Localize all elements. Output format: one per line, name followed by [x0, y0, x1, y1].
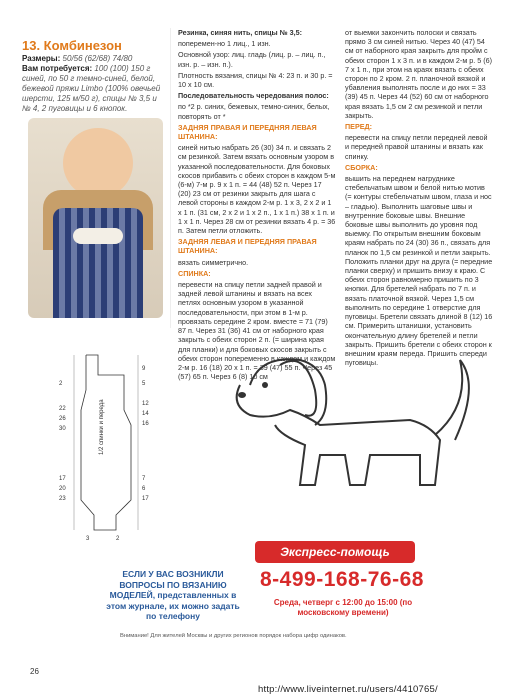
- middle_col-para: поперемен-но 1 лиц., 1 изн.: [178, 39, 271, 49]
- dog-motif-drawing: [220, 345, 490, 525]
- svg-text:6: 6: [142, 486, 146, 492]
- svg-text:3: 3: [86, 536, 90, 542]
- sizes-label: Размеры:: [22, 54, 61, 63]
- middle_col-para: Резинка, синяя нить, спицы № 3,5:: [178, 28, 303, 37]
- svg-text:22: 22: [59, 406, 66, 412]
- svg-text:9: 9: [142, 366, 146, 372]
- right_col-para: от выемки закончить полоски и связать прямо 3 см синей нитью. Через 40 (47) 54 см от наборного края закрыть для пройм с обеих сторон 1 х 3 п. и в каждом 2-м р. 5 (6) 7 х 1 п., при этом на краях вязать с обеих сторон по 2 кром. 2 п. планочной вязкой и убавления выполнять после и до них = 33 (39) 45 п. Через 44 (52) 60 см от наборного края вязать 1,5 см 2 см резинкой и петли закрыть.: [345, 28, 493, 120]
- middle_col-para: ЗАДНЯЯ ЛЕВАЯ И ПЕРЕДНЯЯ ПРАВАЯ ШТАНИНА:: [178, 237, 317, 256]
- sizes-value: 50/56 (62/68) 74/80: [62, 54, 133, 63]
- page-number: 26: [30, 667, 39, 676]
- express-help-badge: Экспресс-помощь: [255, 541, 415, 563]
- need-label: Вам потребуется:: [22, 64, 93, 73]
- middle_col-para: Последовательность чередования полос:: [178, 91, 329, 101]
- banner-question-text: ЕСЛИ У ВАС ВОЗНИКЛИ ВОПРОСЫ ПО ВЯЗАНИЮ МОДЕЛЕЙ, представленных в этом журнале, их можно задать по телефону: [106, 569, 240, 621]
- middle_col-para: Основной узор: лиц. гладь (лиц. р. – лиц. п., изн. р. – изн. п.).: [178, 50, 326, 69]
- right_col-para: ПЕРЕД:: [345, 122, 373, 132]
- middle_col-para: СПИНКА:: [178, 268, 211, 278]
- middle_col-para: Плотность вязания, спицы № 4: 23 п. и 30 р. = 10 х 10 см.: [178, 70, 333, 90]
- right_col-para: вышить на переднем нагруднике стебельчатым швом и белой нитью мотив (= контуры стебельчатым швом, глаза и нос – гладью). Выполнить шаговые швы и внутренние боковые швы. Внешние боковые швы выполнить до уровня под выемку. По открытым внешним боковым краям набрать по 24 (30) 36 п., связать для планок по 1,5 см резинкой и петли закрыть. Положить планки друг на друга (= передние планки сверху) и пришить внизу к краю. С обеих сторон равномерно пришить по 3 кнопки. Для бретелей набрать по 7 п. и вязать платочной вязкой. Через 1,5 см выполнить по середине 1 отверстие для пуговицы. Бретели связать длиной 8 (12) 16 см. Примерить штанишки, установить окончательную длину бретелей и петли закрыть. Пришить бретели с обеих сторон к внешним краям переда. Пришить спереди пуговицы.: [345, 174, 493, 368]
- svg-text:14: 14: [142, 411, 149, 417]
- pattern-meta: [22, 54, 162, 114]
- svg-text:5: 5: [142, 381, 146, 387]
- need-text: 100 (100) 150 г синей, по 50 г темно-синей, белой, бежевой пряжи Limbo (100% овечьей шерсти, 125 м/50 г), спицы № 3,5 и № 4, 2 пуговицы и 6 кнопок.: [22, 64, 161, 113]
- svg-text:7: 7: [142, 476, 146, 482]
- svg-text:2: 2: [116, 536, 120, 542]
- right_col-para: СБОРКА:: [345, 162, 378, 172]
- source-url[interactable]: http://www.liveinternet.ru/users/4410765/: [258, 684, 438, 695]
- banner-note: Внимание! Для жителей Москвы и других регионов порядок набора цифр одинаков.: [120, 633, 347, 639]
- middle_col-para: по *2 р. синих, бежевых, темно-синих, белых, повторять от *: [178, 102, 330, 121]
- svg-text:17: 17: [142, 496, 149, 502]
- middle-column: [178, 28, 336, 383]
- right-column: [345, 28, 493, 369]
- svg-text:30: 30: [59, 426, 66, 432]
- pattern-title: 13. Комбинезон: [22, 38, 122, 53]
- middle_col-para: перевести на спицу петли задней правой и задней левой штанины и вязать на всех петлях основным узором в указанной последовательности, при этом в 1-м р. провязать середине 2 кром. вместе = 71 (79) 87 п. Через 31 (36) 41 см от наборного края закрыть с обеих сторон 2 п. (= ширина края для планки) и для боковых скосов закрыть с обеих сторон попеременно в каждом и каждом 2-м р. 16 (18) 20 х 1 п. = 39 (47) 55 п. Через 45 (57) 65 п. Через 6 (8) 10 см: [178, 280, 336, 382]
- svg-text:20: 20: [59, 486, 66, 492]
- svg-text:23: 23: [59, 496, 66, 502]
- svg-text:2: 2: [59, 381, 63, 387]
- pattern-schematic: [56, 350, 156, 550]
- banner-hours: Среда, четверг с 12:00 до 15:00 (по московскому времени): [273, 598, 413, 617]
- banner-phone[interactable]: 8-499-168-76-68: [260, 568, 424, 591]
- schema-vertical-label: 1/2 спинки и переда: [99, 399, 105, 455]
- svg-text:12: 12: [142, 401, 149, 407]
- middle_col-para: синей нитью набрать 26 (30) 34 п. и связать 2 см резинкой. Затем вязать основным узором в указанной последовательности. Для боковых скосов прибавить с обеих сторон в каждом 5-м (6-м) 7-м р. 9 х 1 п. = 44 (48) 52 п. Через 17 (20) 23 см от резинки закрыть для шага с левой стороны в каждом 2-м р. 1 х 3, 2 х 2 и 1 х 1 п. (31 см, 2 х 2 и 1 х 2 п., 1 х 1 п.) 38 х 1 п. и 1 х 1 п. Через 28 см от резинки вязать 4 р. = 36 п. Затем петли отложить.: [178, 143, 336, 236]
- svg-text:26: 26: [59, 416, 66, 422]
- svg-text:16: 16: [142, 421, 149, 427]
- middle_col-para: вязать симметрично.: [178, 257, 249, 267]
- right_col-para: перевести на спицу петли передней левой и передней правой штанины и вязать как спинку.: [345, 133, 488, 161]
- svg-text:17: 17: [59, 476, 66, 482]
- middle_col-para: ЗАДНЯЯ ПРАВАЯ И ПЕРЕДНЯЯ ЛЕВАЯ ШТАНИНА:: [178, 122, 317, 142]
- baby-photo: [28, 118, 163, 318]
